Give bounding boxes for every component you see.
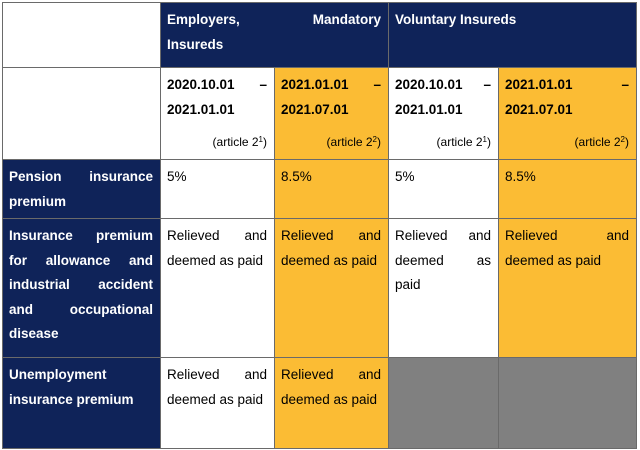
value-cell: Relieved and deemed as paid — [275, 219, 389, 358]
period-row-blank — [3, 68, 161, 160]
table-row — [3, 160, 637, 219]
period-cell: 2021.01.01 – 2021.07.01 (article $2^2$) — [499, 68, 637, 160]
group1-right-label: Mandatory — [312, 12, 381, 27]
period-row — [3, 68, 637, 160]
period-cell: 2020.10.01 – 2021.01.01 (article $2^1$) — [161, 68, 275, 160]
value-cell: 8.5% — [499, 160, 637, 219]
value-cell: 5% — [389, 160, 499, 219]
group-employers-mandatory — [161, 3, 389, 68]
value-cell: Relieved and deemed as paid — [275, 358, 389, 449]
article-ref: (article $2^2$) — [574, 135, 629, 149]
article-ref: (article $2^1$) — [212, 135, 267, 149]
value-cell: 8.5% — [275, 160, 389, 219]
empty-grey-cell — [499, 358, 637, 449]
table-row — [3, 219, 637, 358]
table-row — [3, 358, 637, 449]
row-header-unemployment: Unemployment insurance premium — [3, 358, 161, 449]
value-cell: Relieved and deemed as paid — [161, 219, 275, 358]
group-voluntary-insureds — [389, 3, 637, 68]
period-cell: 2020.10.01 – 2021.01.01 (article $2^1$) — [389, 68, 499, 160]
period-cell: 2021.01.01 – 2021.07.01 (article $2^2$) — [275, 68, 389, 160]
value-cell: Relieved and deemed as paid — [389, 219, 499, 358]
article-ref: (article $2^1$) — [436, 135, 491, 149]
empty-grey-cell — [389, 358, 499, 449]
group2-label: Voluntary Insureds — [395, 12, 517, 27]
value-cell: Relieved and deemed as paid — [499, 219, 637, 358]
group1-line2: Insureds — [167, 36, 224, 52]
row-header-pension: Pension insurance premium — [3, 160, 161, 219]
premium-relief-table — [2, 2, 637, 449]
value-cell: 5% — [161, 160, 275, 219]
value-cell: Relieved and deemed as paid — [161, 358, 275, 449]
group1-left-label: Employers, — [167, 12, 240, 27]
corner-cell — [3, 3, 161, 68]
article-ref: (article $2^2$) — [326, 135, 381, 149]
row-header-allowance-accident: Insurance premium for allowance and industrial accident and occupational disease — [3, 219, 161, 358]
header-row — [3, 3, 637, 68]
